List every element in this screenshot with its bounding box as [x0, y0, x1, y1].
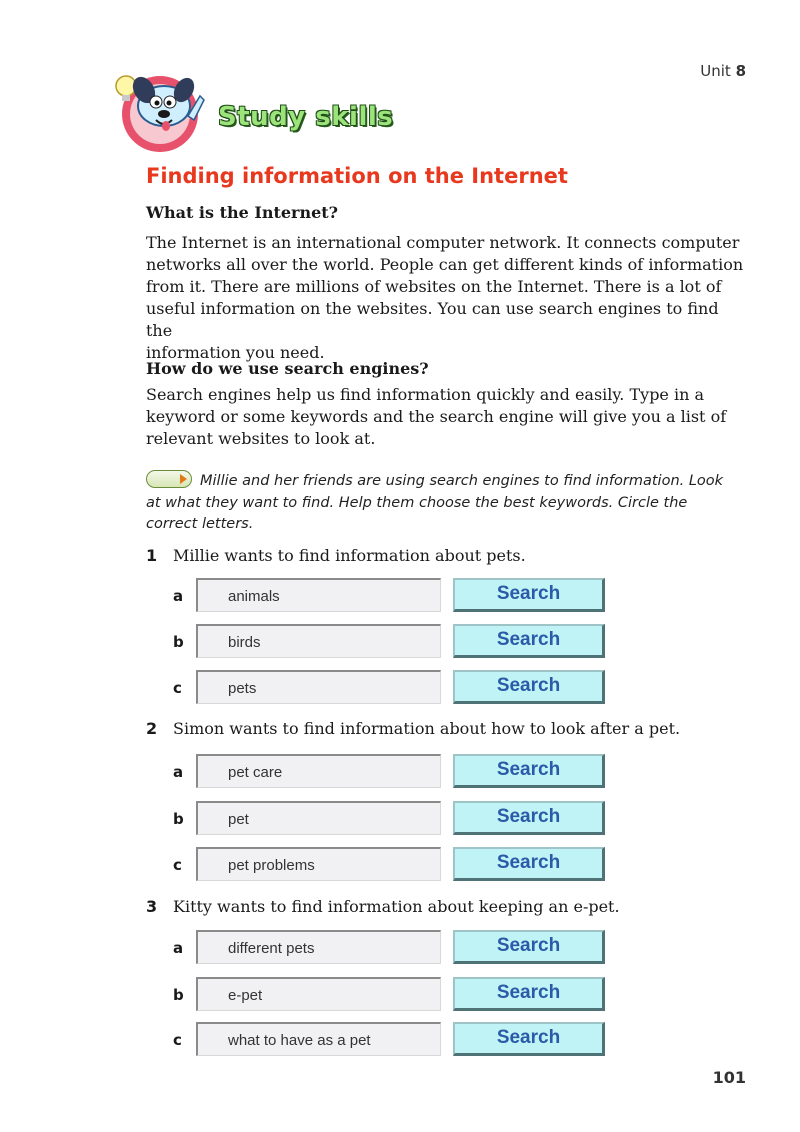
option-2b[interactable] [173, 801, 613, 837]
option-letter[interactable]: b [173, 633, 184, 651]
exercise-instruction: Millie and her friends are using search engines to find information. Look at what they want to find. Help them choose the best keywords. Circle the correct letters. [146, 470, 736, 536]
unit-label: Unit 8 [700, 62, 746, 80]
search-input[interactable]: pet problems [196, 847, 441, 881]
option-letter[interactable]: a [173, 939, 184, 957]
dog-mascot-icon [108, 66, 208, 156]
heading-search-engines: How do we use search engines? [146, 359, 429, 378]
question-1: 1 Millie wants to find information about pets. [146, 546, 526, 565]
search-button[interactable]: Search [453, 624, 605, 658]
option-3c[interactable] [173, 1022, 613, 1058]
option-letter[interactable]: b [173, 810, 184, 828]
search-button[interactable]: Search [453, 754, 605, 788]
option-3b[interactable] [173, 977, 613, 1013]
option-letter[interactable]: a [173, 587, 184, 605]
search-button[interactable]: Search [453, 578, 605, 612]
page-number: 101 [712, 1068, 746, 1087]
search-button[interactable]: Search [453, 670, 605, 704]
study-skills-logo-title: Study skills [218, 102, 394, 132]
question-3: 3 Kitty wants to find information about keeping an e-pet. [146, 897, 620, 916]
option-3a[interactable] [173, 930, 613, 966]
search-input[interactable]: pets [196, 670, 441, 704]
search-button[interactable]: Search [453, 930, 605, 964]
option-letter[interactable]: b [173, 986, 184, 1004]
option-1b[interactable] [173, 624, 613, 660]
search-button[interactable]: Search [453, 1022, 605, 1056]
search-input[interactable]: birds [196, 624, 441, 658]
question-2: 2 Simon wants to find information about how to look after a pet. [146, 719, 681, 738]
option-2c[interactable] [173, 847, 613, 883]
search-button[interactable]: Search [453, 977, 605, 1011]
option-2a[interactable] [173, 754, 613, 790]
search-input[interactable]: different pets [196, 930, 441, 964]
search-button[interactable]: Search [453, 847, 605, 881]
page-title: Finding information on the Internet [146, 164, 568, 188]
option-1c[interactable] [173, 670, 613, 706]
search-input[interactable]: animals [196, 578, 441, 612]
play-arrow-icon [146, 470, 192, 488]
search-input[interactable]: e-pet [196, 977, 441, 1011]
option-letter[interactable]: c [173, 679, 182, 697]
option-letter[interactable]: c [173, 1031, 182, 1049]
search-input[interactable]: what to have as a pet [196, 1022, 441, 1056]
search-input[interactable]: pet care [196, 754, 441, 788]
search-input[interactable]: pet [196, 801, 441, 835]
search-button[interactable]: Search [453, 801, 605, 835]
option-1a[interactable] [173, 578, 613, 614]
unit-number: 8 [735, 62, 746, 80]
option-letter[interactable]: a [173, 763, 184, 781]
heading-what-is-internet: What is the Internet? [146, 203, 339, 222]
option-letter[interactable]: c [173, 856, 182, 874]
paragraph-search-engines: Search engines help us find information quickly and easily. Type in a keyword or some keywords and the search engine will give you a list of relevant websites to look at. [146, 385, 727, 448]
paragraph-internet: The Internet is an international computer network. It connects computer networks all over the world. People can get different kinds of information from it. There are millions of websites on the Internet. There is a lot of useful information on the websites. You can use search engines to find the information you need. [146, 233, 744, 362]
